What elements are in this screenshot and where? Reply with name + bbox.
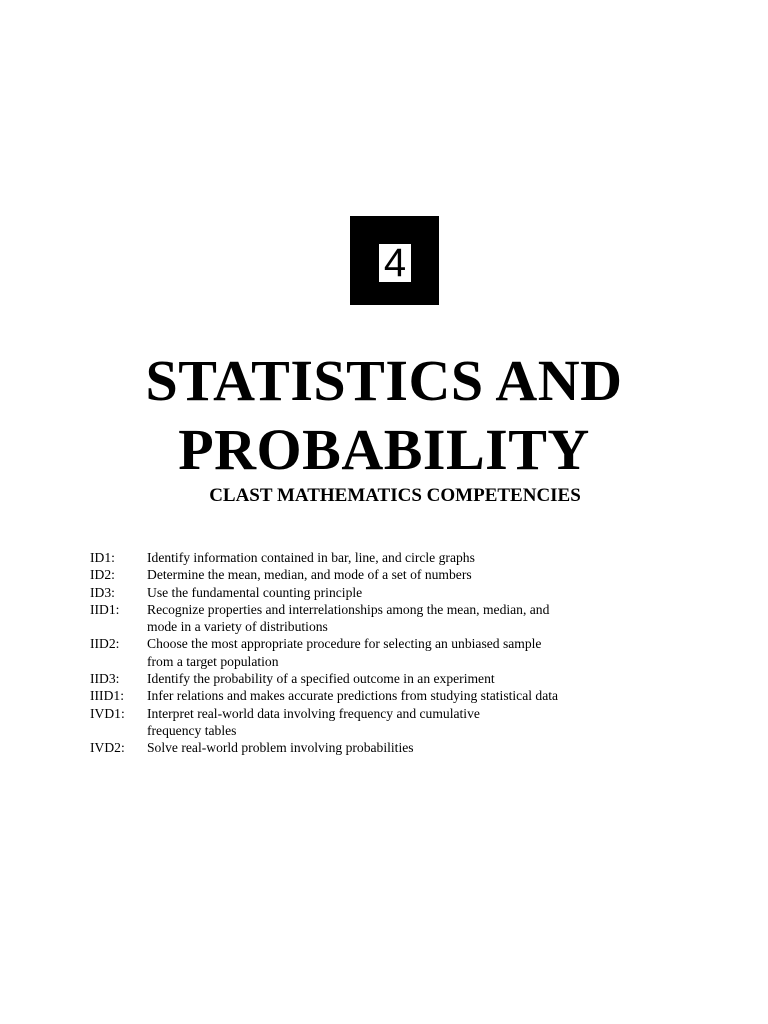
competency-description-line: Recognize properties and interrelationships among the mean, median, and: [147, 601, 550, 617]
competency-code: IID2:: [90, 636, 120, 652]
competency-description: [147, 687, 730, 704]
competency-description-line: Determine the mean, median, and mode of a set of numbers: [147, 567, 472, 583]
competency-description: [147, 670, 730, 687]
competency-description-line: from a target population: [147, 653, 279, 669]
competency-code: IVD1:: [90, 705, 125, 721]
chapter-title-line-1: STATISTICS AND: [145, 348, 623, 413]
competency-item: [90, 549, 730, 566]
competency-description-line: mode in a variety of distributions: [147, 619, 328, 635]
competency-description: [147, 601, 730, 636]
section-subtitle: CLAST MATHEMATICS COMPETENCIES: [209, 485, 581, 506]
competency-description-line: Identify information contained in bar, line, and circle graphs: [147, 550, 475, 565]
competency-description: [147, 566, 730, 583]
competency-item: [90, 635, 730, 670]
competency-code: ID2:: [90, 567, 115, 583]
competency-item: [90, 566, 730, 583]
competency-description: [147, 705, 730, 740]
competency-code: IIID1:: [90, 688, 124, 704]
competency-item: [90, 687, 730, 704]
competency-description: [147, 584, 730, 601]
competency-code: IID3:: [90, 671, 120, 687]
competency-list: [90, 549, 730, 757]
competency-description: [147, 739, 730, 756]
competency-description-line: Solve real-world problem involving probabilities: [147, 740, 414, 756]
chapter-number: 4: [379, 244, 411, 282]
competency-item: [90, 705, 730, 740]
competency-description-line: Interpret real-world data involving frequency and cumulative: [147, 705, 480, 721]
competency-description-line: Identify the probability of a specified outcome in an experiment: [147, 671, 495, 687]
competency-item: [90, 601, 730, 636]
chapter-title-line-2: PROBABILITY: [178, 417, 590, 482]
competency-code: IVD2:: [90, 740, 125, 756]
competency-code: ID1:: [90, 550, 115, 565]
competency-description-line: Infer relations and makes accurate predictions from studying statistical data: [147, 688, 559, 704]
competency-description: [147, 635, 730, 670]
competency-code: IID1:: [90, 601, 120, 617]
competency-description: [147, 549, 730, 566]
competency-item: [90, 670, 730, 687]
competency-description-line: frequency tables: [147, 722, 237, 738]
competency-description-line: Choose the most appropriate procedure for selecting an unbiased sample: [147, 636, 542, 652]
competency-item: [90, 739, 730, 756]
competency-item: [90, 584, 730, 601]
competency-description-line: Use the fundamental counting principle: [147, 584, 363, 600]
competency-code: ID3:: [90, 584, 115, 600]
